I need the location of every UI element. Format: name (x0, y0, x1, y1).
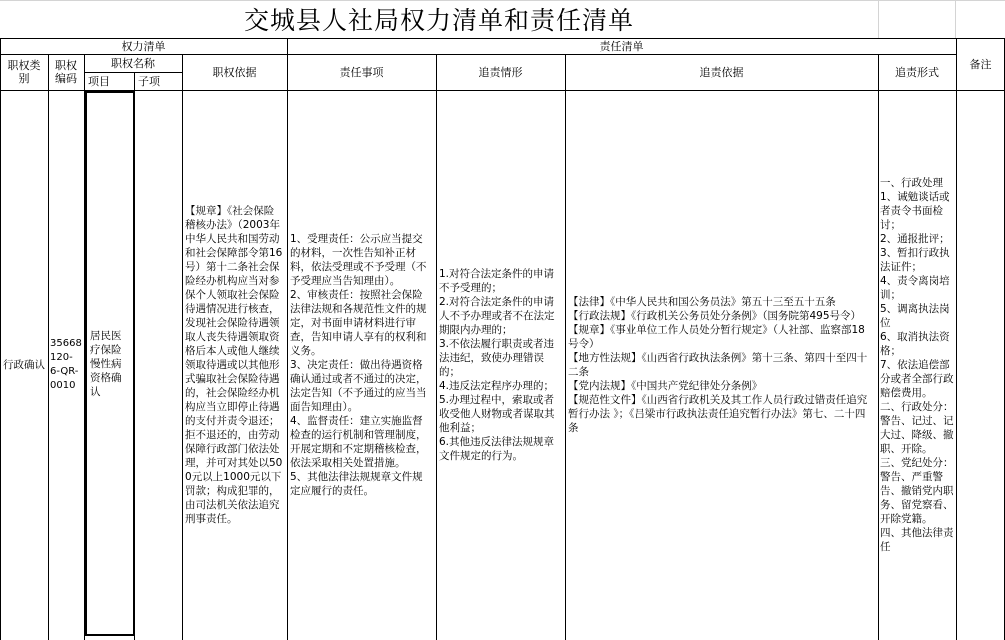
header-code: 职权编码 (55, 59, 77, 85)
item-text: 居民医疗保险慢性病资格确认 (90, 329, 122, 398)
border-v-1 (48, 54, 49, 640)
border-v-2 (84, 54, 85, 640)
cell-code (48, 90, 84, 640)
border-h-2 (0, 54, 956, 55)
code-text: 35668 120- 6-QR- 0010 (50, 338, 82, 391)
border-h-4 (0, 90, 1005, 91)
border-h-3 (84, 72, 182, 73)
border-v-5 (287, 38, 288, 640)
cell-accountability-cases (436, 90, 565, 640)
header-accountability-forms: 追责形式 (895, 65, 939, 79)
cell-accountability-basis (565, 90, 878, 640)
header-power-name: 职权名称 (111, 56, 155, 70)
accountability-basis-text: 【法律】《中华人民共和国公务员法》第五十三至五十五条 【行政法规】《行政机关公务员处分条例》（国务院第495号令） 【规章】《事业单位工作人员处分暂行规定》（人社部、监察部18号令） 【地方性法规】《山西省行政执法条例》第十三条、第四十至四十二条 【党内法规】《中国共产党纪律处分条例》 【规范性文件】《山西省行政机关及其工作人员行政过错责任追究暂行办法 》；《吕梁市行政执法责任追究暂行办法》第七、二十四条 (568, 296, 868, 434)
cell-accountability-forms (878, 90, 956, 640)
border-v-4 (182, 54, 183, 640)
border-v-7 (565, 54, 566, 640)
header-accountability-basis: 追责依据 (699, 65, 744, 79)
header-category: 职权类别 (7, 59, 41, 85)
header-responsibility-list: 责任清单 (599, 39, 644, 53)
cell-item-selected[interactable] (85, 91, 135, 636)
header-duties: 责任事项 (339, 65, 384, 79)
border-v-6 (436, 54, 437, 640)
header-item: 项目 (88, 74, 110, 88)
header-basis: 职权依据 (212, 65, 257, 79)
header-accountability-cases: 追责情形 (478, 65, 523, 79)
duties-text: 1、受理责任：公示应当提交的材料，一次性告知补正材料，依法受理或不予受理（不予受理应当告知理由）。 2、审核责任：按照社会保险法律法规和各规范性文件的规定，对书面申请材料进行审查，告知申请人享有的权利和义务。 3、决定责任：做出待遇资格确认通过或者不通过的决定，法定告知（不予通过的应当当面告知理由）。 4、监督责任：建立实施监督检查的运行机制和管理制度，开展定期和不定期稽核检查，依法采取相关处置措施。 5、其他法律法规规章文件规定应履行的责任。 (290, 233, 427, 497)
category-text: 行政确认 (3, 359, 45, 371)
grid-faint-col-2 (955, 0, 956, 38)
header-subitem: 子项 (138, 74, 160, 88)
accountability-cases-text: 1.对符合法定条件的申请不予受理的； 2.对符合法定条件的申请人不予办理或者不在法定期限内办理的； 3.不依法履行职责或者违法违纪，致使办理错误的； 4.违反法定程序办理的； 5.办理过程中，索取或者收受他人财物或者谋取其他利益； 6.其他违反法律法规规章文件规定的行为。 (439, 268, 555, 462)
cell-category (0, 90, 48, 640)
sheet-title: 交城县人社局权力清单和责任清单 (243, 6, 634, 35)
cell-remarks (956, 90, 1005, 640)
border-v-8 (878, 54, 879, 640)
grid-faint-col (878, 0, 879, 38)
border-h-1 (0, 38, 1005, 39)
basis-text: 【规章】《社会保险稽核办法》（2003年中华人民共和国劳动和社会保障部令第16号）第十二条社会保险经办机构应当对参保个人领取社会保险待遇情况进行核查，发现社会保险待遇领取人丧失待遇领取资格后本人或他人继续领取待遇或以其他形式骗取社会保险待遇的，社会保险经办机构应当立即停止待遇的支付并责令退还；拒不退还的，由劳动保障行政部门依法处理，并可对其处以500元以上1000元以下罚款；构成犯罪的，由司法机关依法追究刑事责任。 (185, 205, 283, 525)
header-power-list: 权力清单 (121, 39, 166, 53)
cell-basis (182, 90, 287, 640)
accountability-forms-text: 一、行政处理 1、诫勉谈话或者责令书面检讨； 2、通报批评； 3、暂扣行政执法证件； 4、责令离岗培训； 5、调离执法岗位 6、取消执法资格； 7、依法追偿部分或者全部行政赔偿费用。 二、行政处分：警告、记过、记大过、降级、撤职、开除。 三、党纪处分：警告、严重警告、撤销党内职务、留党察看、开除党籍。 四、其他法律责任 (880, 177, 954, 553)
header-remarks: 备注 (969, 57, 992, 71)
border-v-3 (134, 72, 135, 640)
cell-duties (287, 90, 436, 640)
cell-subitem (134, 90, 182, 640)
border-v-0 (0, 38, 1, 640)
border-v-9 (956, 38, 957, 640)
